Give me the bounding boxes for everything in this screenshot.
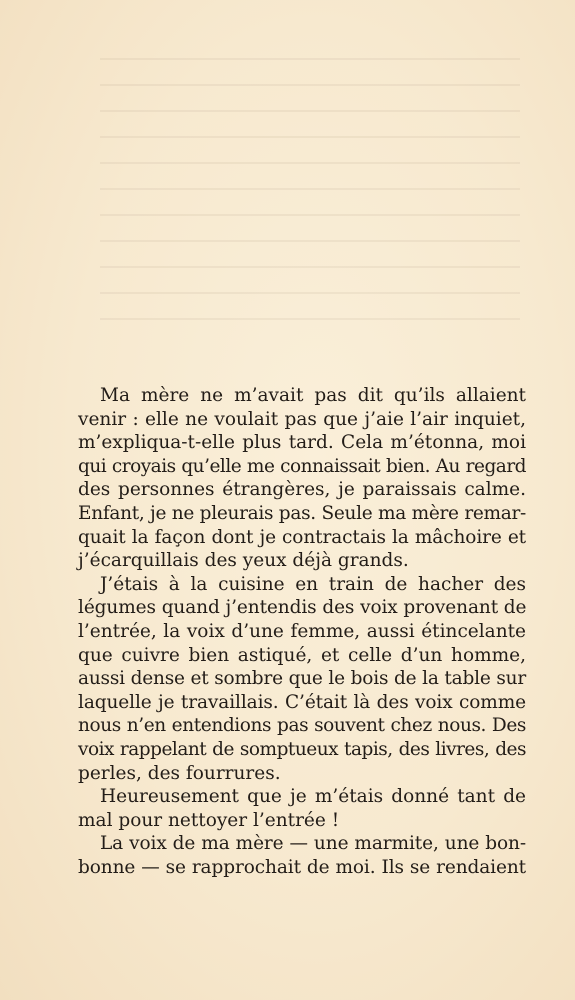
text-line: mal pour nettoyer l’entrée ! [78, 809, 340, 831]
text-line: laquelle je travaillais. C’était là des voix comme [78, 691, 526, 713]
text-line: l’entrée, la voix d’une femme, aussi étincelante [78, 620, 526, 642]
paragraph [78, 384, 526, 573]
text-line: nous n’en entendions pas souvent chez nous. Des [78, 715, 526, 737]
body-text [78, 384, 526, 879]
reverse-side-show-through [100, 58, 520, 358]
text-line: quait la façon dont je contractais la mâchoire et [78, 526, 526, 548]
text-line: J’étais à la cuisine en train de hacher des [100, 573, 526, 595]
text-line: venir : elle ne voulait pas que j’aie l’air inquiet, [78, 408, 526, 430]
text-line: que cuivre bien astiqué, et celle d’un homme, [78, 644, 526, 666]
text-line: Enfant, je ne pleurais pas. Seule ma mère remar- [78, 502, 526, 524]
text-line: bonne — se rapprochait de moi. Ils se rendaient [78, 856, 526, 878]
text-line: La voix de ma mère — une marmite, une bon- [100, 833, 526, 855]
text-line: légumes quand j’entendis des voix provenant de [78, 597, 527, 619]
text-line: qui croyais qu’elle me connaissait bien. Au regard [78, 455, 526, 477]
text-line: des personnes étrangères, je paraissais calme. [78, 479, 526, 501]
text-line: perles, des fourrures. [78, 762, 281, 784]
text-line: Heureusement que je m’étais donné tant de [100, 786, 526, 808]
paragraph [78, 573, 526, 785]
text-line: m’expliqua-t-elle plus tard. Cela m’étonna, moi [78, 432, 526, 454]
paragraph [78, 832, 526, 879]
text-line: j’écarquillais des yeux déjà grands. [78, 550, 409, 572]
text-line: aussi dense et sombre que le bois de la table sur [78, 668, 526, 690]
text-line: voix rappelant de somptueux tapis, des livres, des [78, 738, 526, 760]
paragraph [78, 785, 526, 832]
text-line: Ma mère ne m’avait pas dit qu’ils allaient [100, 385, 526, 406]
